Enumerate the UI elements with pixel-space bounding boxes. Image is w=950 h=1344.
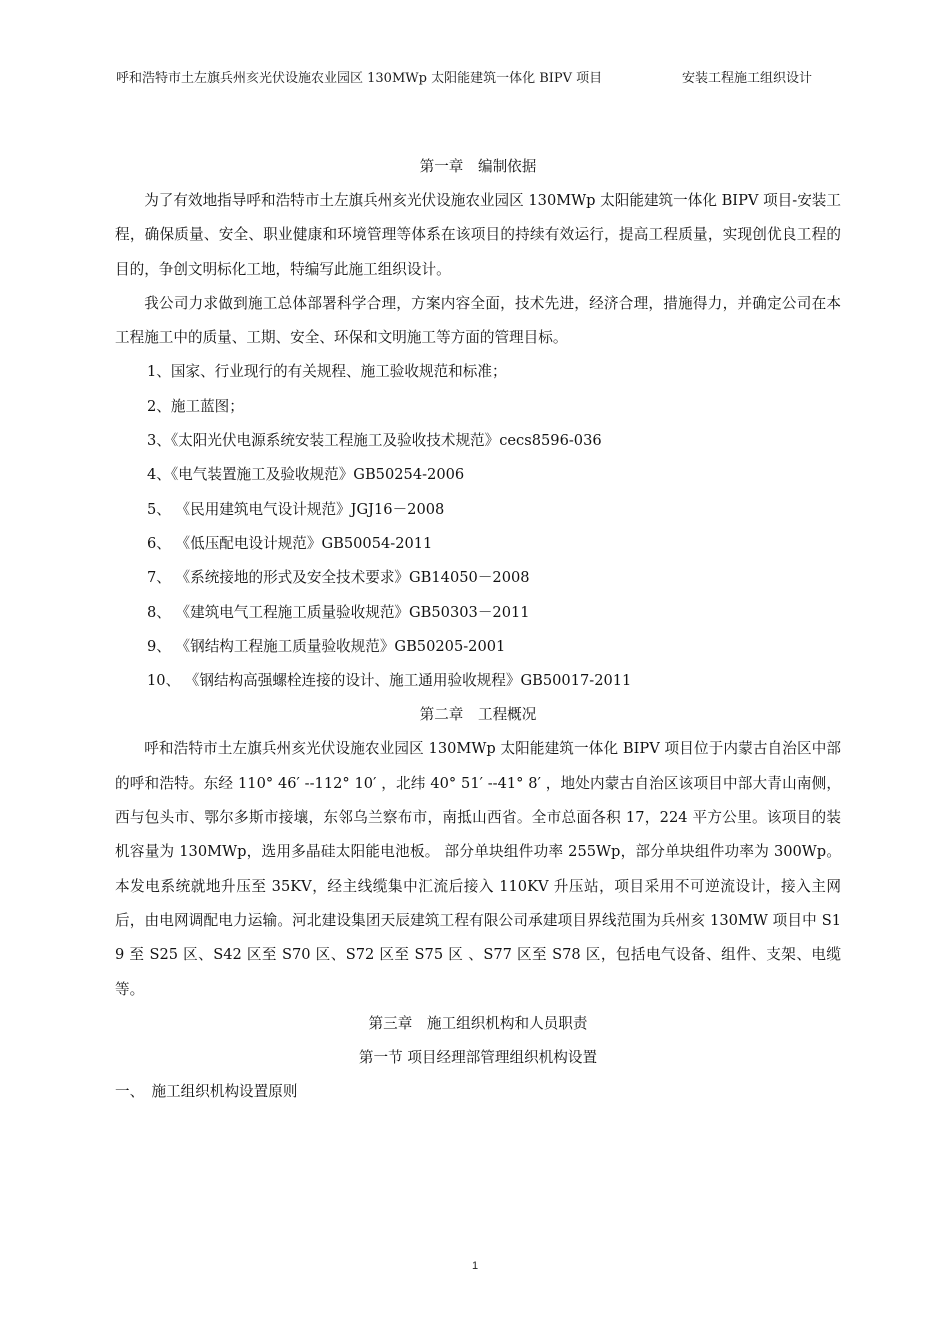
reference-item: 6、 《低压配电设计规范》GB50054-2011 <box>147 534 433 552</box>
chapter3-section-title: 第一节 项目经理部管理组织机构设置 <box>358 1048 598 1066</box>
document-body <box>115 150 841 1109</box>
reference-item: 3、《太阳光伏电源系统安装工程施工及验收技术规范》cecs8596-036 <box>147 432 602 450</box>
reference-item: 9、 《钢结构工程施工质量验收规范》GB50205-2001 <box>147 637 506 655</box>
chapter2-paragraph: 呼和浩特市土左旗兵州亥光伏设施农业园区 130MWp 太阳能建筑一体化 BIPV 项目位于内蒙古自治区中部的呼和浩特。东经 110° 46′ --112° 10′ ，北纬 40° 51′ --41° 8′ ，地处内蒙古自治区该项目中部大青山南侧，西与包头市、鄂尔多斯市接壤，东邻乌兰察布市，南抵山西省。全市总面各积 17，224 平方公里。该项目的装机容量为 130MWp，选用多晶硅太阳能电池板。 部分单块组件功率 255Wp，部分单块组件功率为 300Wp。本发电系统就地升压至 35KV，经主线缆集中汇流后接入 110KV 升压站，项目采用不可逆流设计，接入主网后，由电网调配电力运输。河北建设集团天辰建筑工程有限公司承建项目界线范围为兵州亥 130MW 项目中 S19 至 S25 区、S42 区至 S70 区、S72 区至 S75 区 、S77 区至 S78 区，包括电气设备、组件、支架、电缆等。 <box>115 740 842 998</box>
chapter1-paragraph-1: 为了有效地指导呼和浩特市土左旗兵州亥光伏设施农业园区 130MWp 太阳能建筑一体化 BIPV 项目-安装工程，确保质量、安全、职业健康和环境管理等体系在该项目的持续有效运行，提高工程质量，实现创优良工程的目的，争创文明标化工地，特编写此施工组织设计。 <box>115 192 841 278</box>
page-number: 1 <box>471 1260 479 1272</box>
reference-item: 1、国家、行业现行的有关规程、施工验收规范和标准； <box>147 363 507 381</box>
reference-item: 7、 《系统接地的形式及安全技术要求》GB14050－2008 <box>147 569 530 587</box>
header-doc-title: 安装工程施工组织设计 <box>682 71 813 86</box>
reference-item: 10、 《钢结构高强螺栓连接的设计、施工通用验收规程》GB50017-2011 <box>147 672 632 690</box>
header-project-title: 呼和浩特市土左旗兵州亥光伏设施农业园区 130MWp 太阳能建筑一体化 BIPV 项目 <box>116 71 603 86</box>
chapter2-title: 第二章 工程概况 <box>419 706 537 724</box>
reference-item: 5、 《民用建筑电气设计规范》JGJ16－2008 <box>147 500 445 518</box>
reference-item: 4、《电气装置施工及验收规范》GB50254-2006 <box>147 466 465 484</box>
reference-item: 2、施工蓝图； <box>147 397 244 415</box>
reference-item: 8、 《建筑电气工程施工质量验收规范》GB50303－2011 <box>147 603 530 621</box>
chapter3-subsection: 一、 施工组织机构设置原则 <box>115 1082 298 1100</box>
chapter1-paragraph-2: 我公司力求做到施工总体部署科学合理，方案内容全面，技术先进，经济合理，措施得力，并确定公司在本工程施工中的质量、工期、安全、环保和文明施工等方面的管理目标。 <box>115 294 841 347</box>
chapter1-title: 第一章 编制依据 <box>419 158 537 175</box>
chapter3-title: 第三章 施工组织机构和人员职责 <box>368 1014 588 1032</box>
